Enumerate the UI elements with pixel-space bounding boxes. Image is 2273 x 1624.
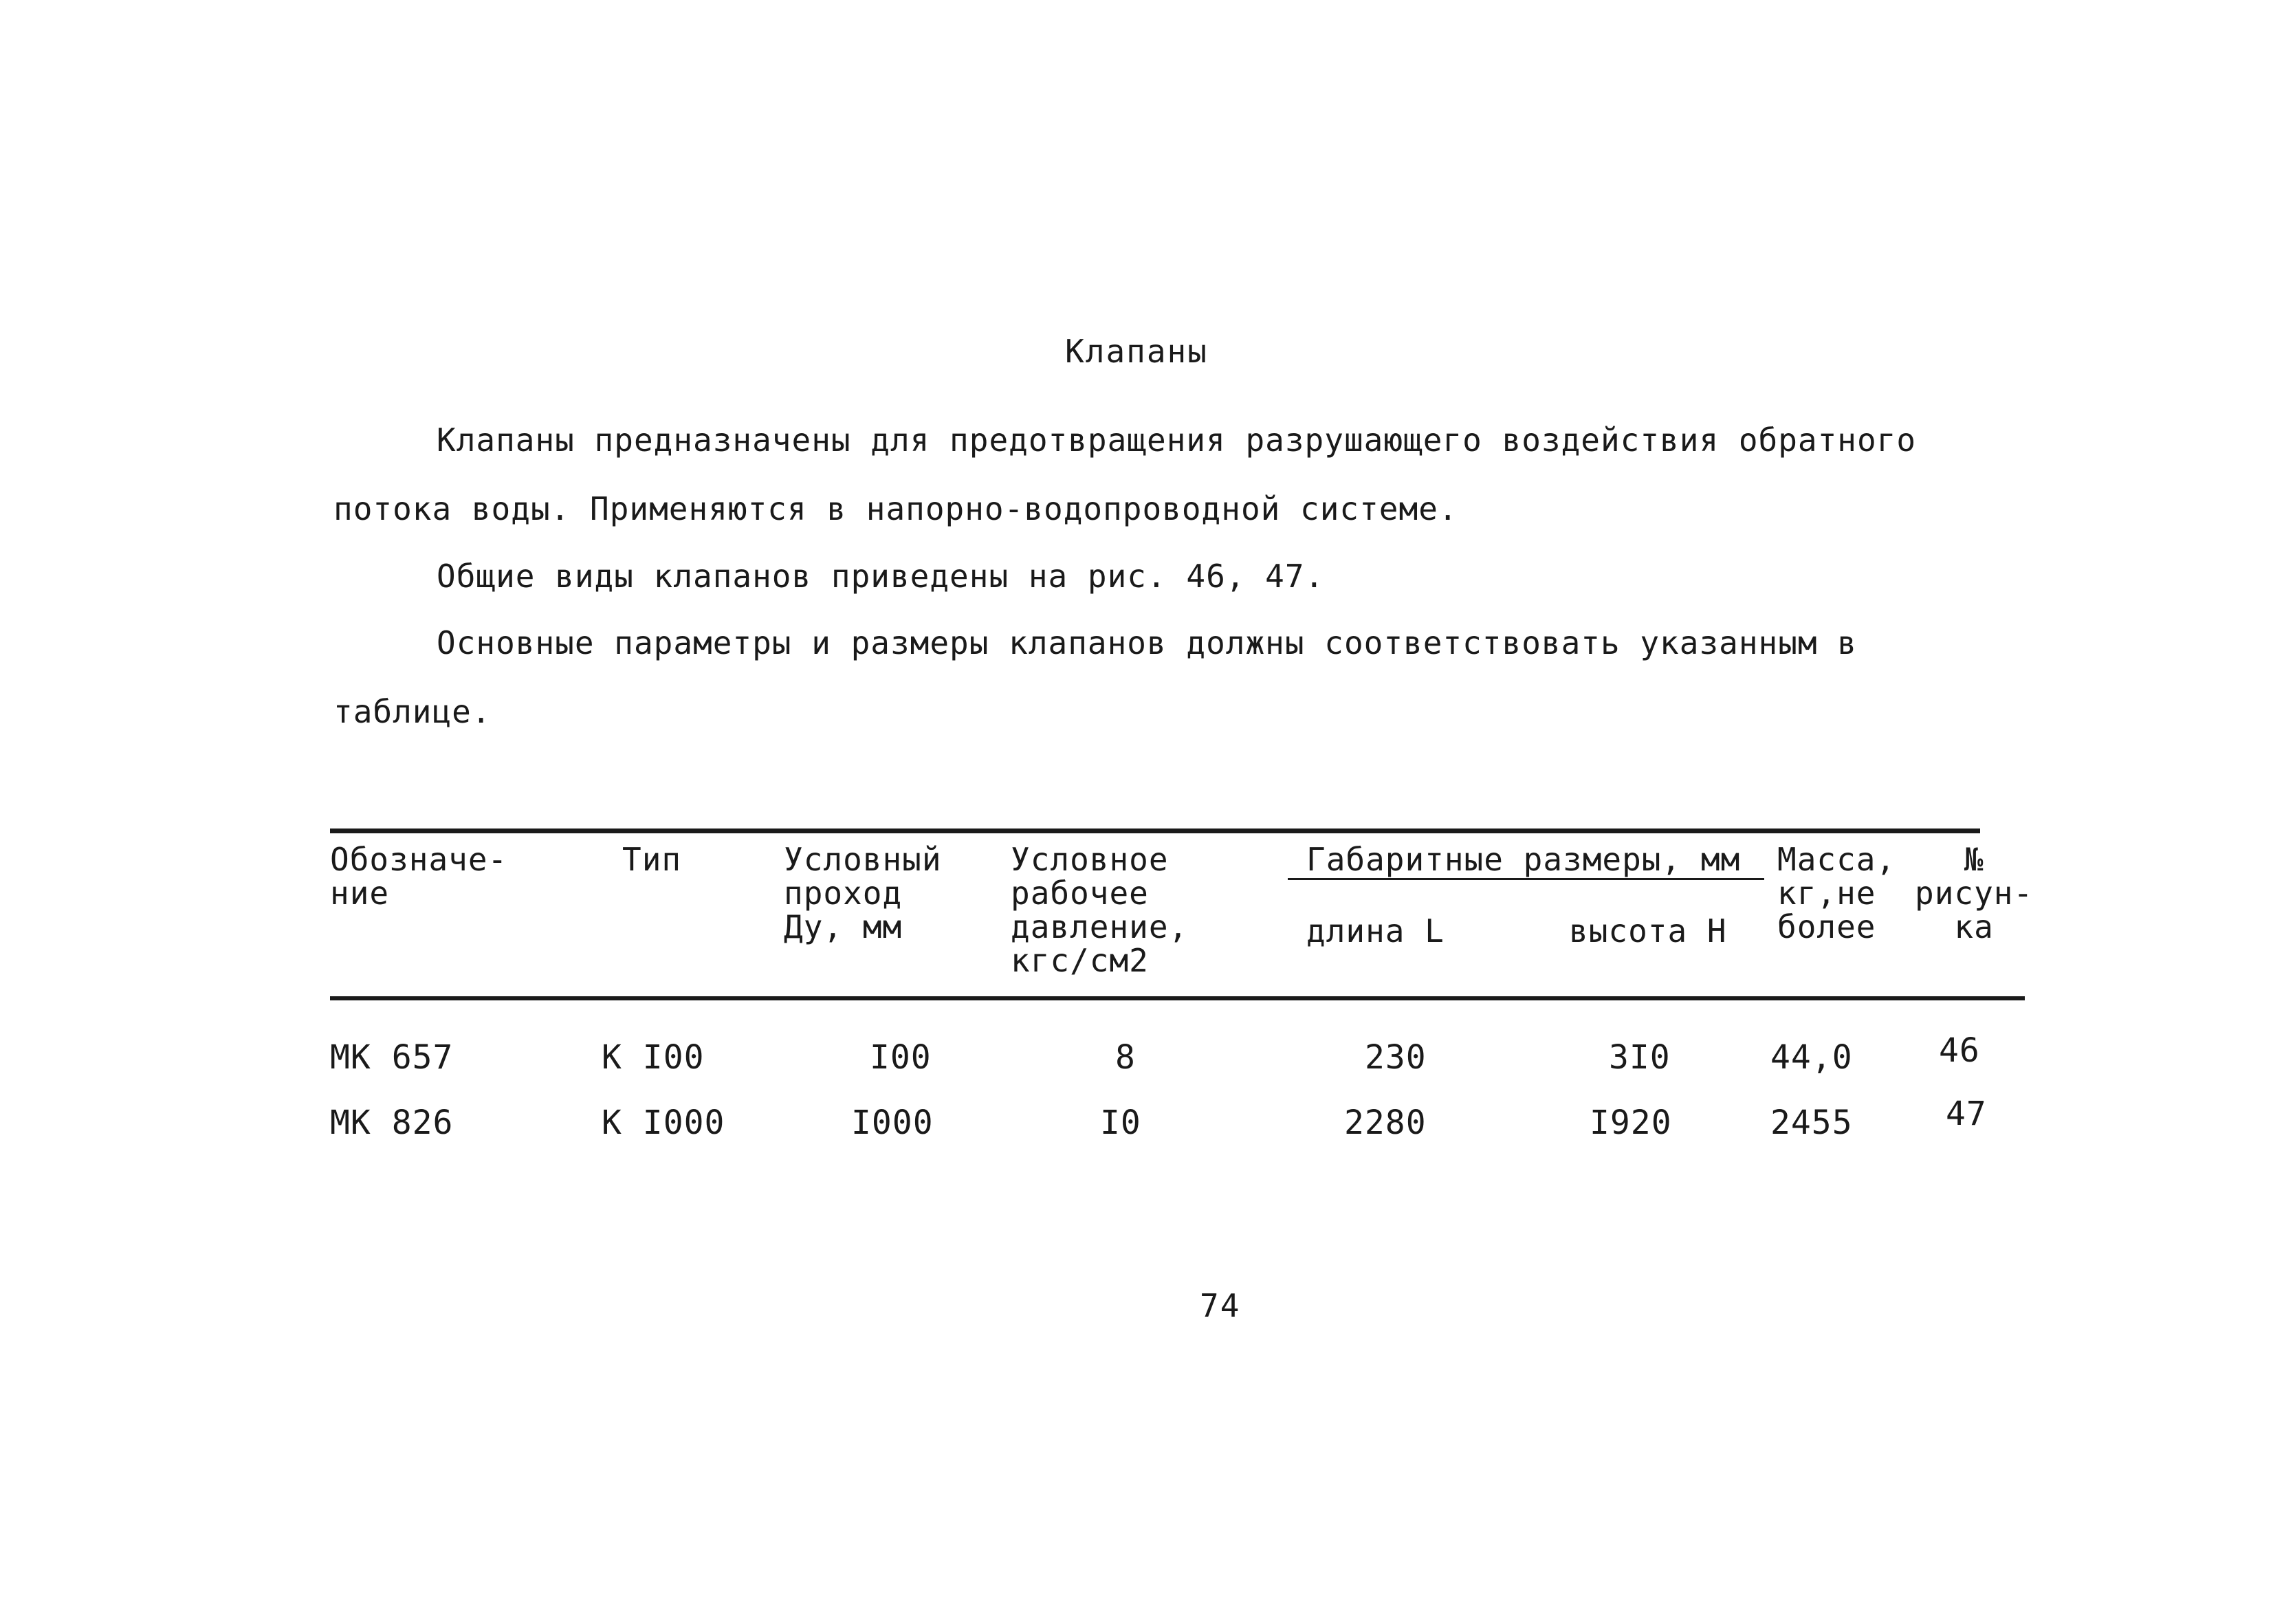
header-length: длина L [1306,912,1445,950]
header-designation: Обозначе- ние [330,841,508,912]
cell-type: К I000 [602,1104,725,1142]
cell-height: 3I0 [1609,1038,1671,1077]
header-height: высота Н [1569,912,1727,950]
cell-length: 230 [1365,1038,1427,1077]
paragraph-figures: Общие виды клапанов приведены на рис. 46, 47. [437,558,1325,595]
cell-mass: 44,0 [1770,1038,1853,1077]
cell-nominal-bore: I000 [851,1104,934,1142]
dimensions-underline [1288,878,1764,880]
header-nominal-bore: Условный проход Ду, мм [784,841,942,945]
cell-figure-no: 46 [1939,1031,1980,1070]
table-top-rule [330,829,1980,833]
cell-working-pressure: 8 [1115,1038,1136,1077]
cell-designation: МК 657 [330,1038,454,1077]
table-header-rule [330,996,2025,1000]
section-heading: Клапаны [1065,333,1208,370]
cell-working-pressure: I0 [1100,1104,1141,1142]
cell-figure-no: 47 [1946,1095,1987,1133]
cell-type: К I00 [602,1038,705,1077]
cell-nominal-bore: I00 [870,1038,932,1077]
cell-height: I920 [1590,1104,1672,1142]
cell-mass: 2455 [1770,1104,1853,1142]
paragraph-parameters: Основные параметры и размеры клапанов должны соответствовать указанным в таблице. [333,624,1857,730]
header-figure-no: № рисун- ка [1915,841,2034,945]
header-dimensions: Габаритные размеры, мм [1306,841,1741,878]
header-type: Тип [622,841,682,878]
page-number: 74 [1200,1287,1241,1324]
cell-length: 2280 [1344,1104,1427,1142]
paragraph-purpose: Клапаны предназначены для предотвращения разрушающего воздействия обратного потока воды. Применяются в напорно-водопроводной системе. [333,421,1917,527]
header-working-pressure: Условное рабочее давление, кгс/см2 [1011,841,1189,979]
cell-designation: МК 826 [330,1104,454,1142]
header-mass: Масса, кг,не более [1777,841,1896,945]
